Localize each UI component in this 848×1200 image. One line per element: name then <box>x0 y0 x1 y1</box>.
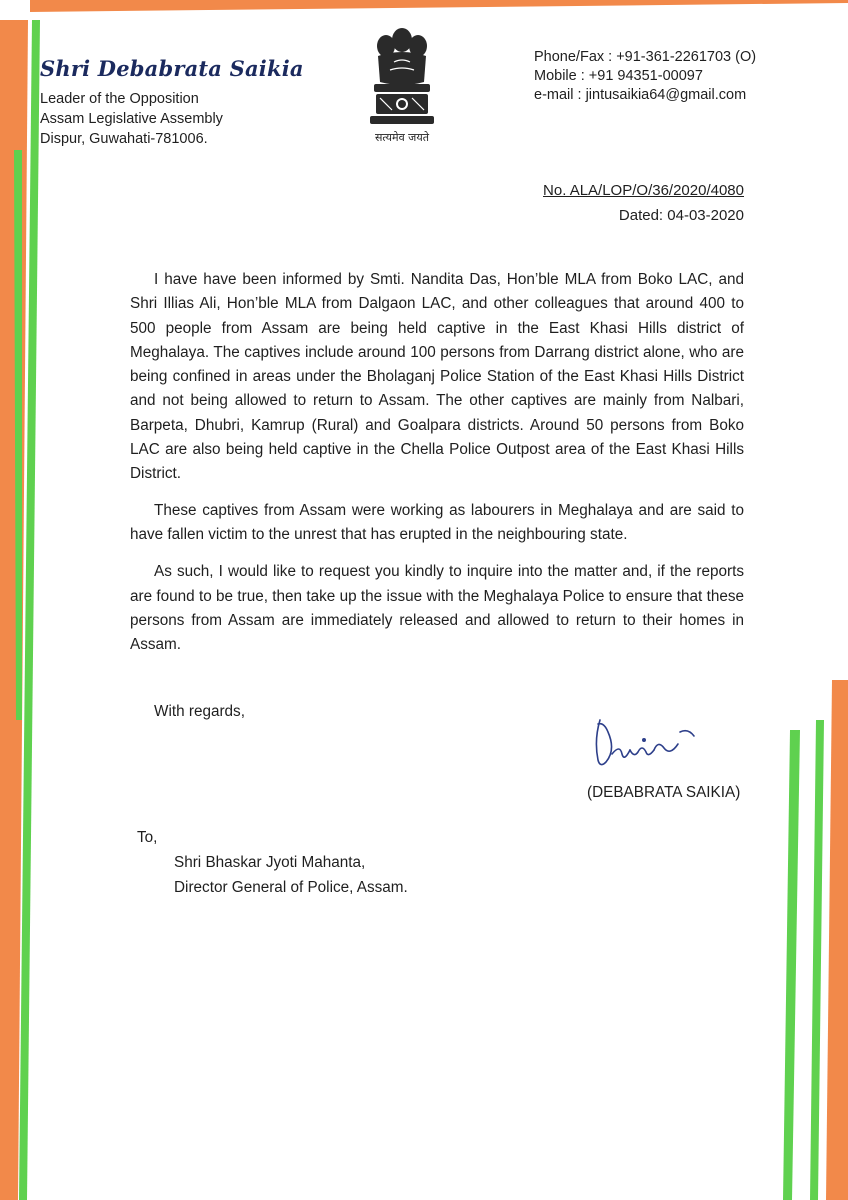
sender-address: Dispur, Guwahati-781006. <box>40 131 208 147</box>
closing-salutation: With regards, <box>154 703 245 720</box>
green-stripe-right <box>783 730 800 1200</box>
contact-block <box>534 48 824 105</box>
sender-organisation: Assam Legislative Assembly <box>40 111 223 127</box>
reference-number: No. ALA/LOP/O/36/2020/4080 <box>543 182 744 199</box>
contact-phone: Phone/Fax : +91-361-2261703 (O) <box>534 49 757 65</box>
recipient-name: Shri Bhaskar Jyoti Mahanta, <box>174 854 366 871</box>
reference-block <box>543 178 744 228</box>
sender-block <box>40 56 340 149</box>
green-stripe-right-edge <box>810 720 824 1200</box>
letter-body <box>130 268 744 670</box>
signatory-name: (DEBABRATA SAIKIA) <box>587 784 741 801</box>
body-paragraph-2: These captives from Assam were working as labourers in Meghalaya and are said to have fallen victim to the unrest that has erupted in the neighbouring state. <box>130 502 744 544</box>
recipient-designation: Director General of Police, Assam. <box>174 879 408 896</box>
saffron-stripe-right <box>826 680 848 1200</box>
body-paragraph-1: I have have been informed by Smti. Nandita Das, Hon’ble MLA from Boko LAC, and Shri Illias Ali, Hon’ble MLA from Dalgaon LAC, and other colleagues that around 400 to 500 people from Assam are being held captive in the East Khasi Hills district of Meghalaya. The captives include around 100 persons from Darrang district alone, who are being confined in areas under the Bholaganj Police Station of the East Khasi Hills District and not being allowed to return to Assam. The other captives are mainly from Nalbari, Barpeta, Dhubri, Kamrup (Rural) and Goalpara districts. Around 50 persons from Boko LAC are also being held captive in the Chella Police Outpost area of the East Khasi Hills District. <box>130 271 744 483</box>
contact-mobile: Mobile : +91 94351-00097 <box>534 68 703 84</box>
sender-name: Shri Debabrata Saikia <box>40 56 304 81</box>
saffron-stripe-top <box>30 0 848 12</box>
letter-date: Dated: 04-03-2020 <box>618 207 744 224</box>
body-paragraph-3: As such, I would like to request you kindly to inquire into the matter and, if the reports are found to be true, then take up the issue with the Meghalaya Police to ensure that these persons from Assam are immediately released and allowed to return to their homes in Assam. <box>130 563 744 654</box>
sender-title: Leader of the Opposition <box>40 91 199 107</box>
contact-email: e-mail : jintusaikia64@gmail.com <box>534 87 747 103</box>
recipient-label: To, <box>137 829 158 846</box>
handwritten-signature <box>586 710 726 776</box>
recipient-block <box>137 825 408 900</box>
emblem-motto: सत्यमेव जयते <box>374 131 429 144</box>
